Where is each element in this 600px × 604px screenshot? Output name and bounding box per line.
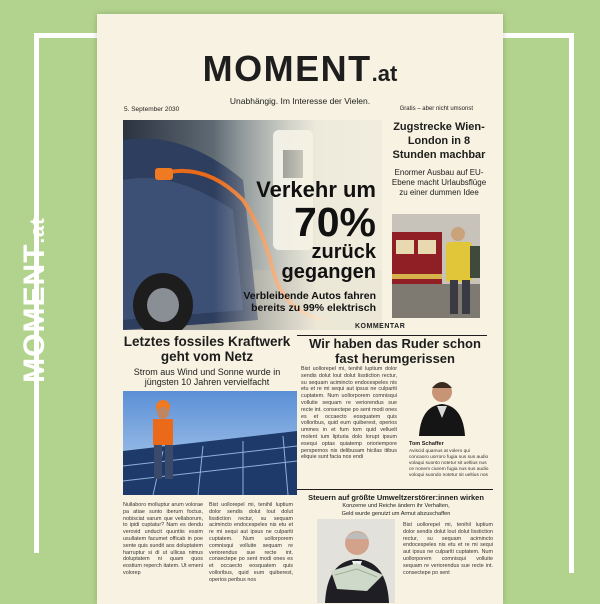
- newspaper-page: [97, 14, 503, 604]
- comment-headline-block: [297, 336, 493, 366]
- side-logo: [18, 160, 58, 440]
- masthead-brand: MOMENT: [202, 48, 372, 89]
- hero-subline-1: Verbleibende Autos fahren: [243, 290, 376, 302]
- masthead-tagline: Unabhängig. Im Interesse der Vielen.: [229, 96, 371, 106]
- body-column-1: Nullaboro molluptur arum volorae pa atiae sunto iberum foctus, nobisciat varum que vellaborum, to ipidi cuptatur? Nam es dendu verovid unducit quuntiis essim usullatem facumet officab in poe sente quis sundit aos doluptatem harruptur si di ut ullicas nimus doluptatem ni quam quos eostium reperch itatem. Ut emeni volorep: [123, 502, 203, 576]
- bottom-story-subline-2: Geld wurde genutzt um Armut abzuschaffen: [341, 511, 451, 517]
- side-logo-tld: .at: [27, 217, 49, 244]
- hero-headline-line3a: zurück: [311, 241, 376, 263]
- solar-worker-image: [123, 391, 297, 495]
- hero-headline-percent: 70%: [293, 199, 376, 245]
- bottom-story-body: Bist uollorepel mi, tenihil luptium dolor sendis dolut lout dolut lisstiction rectur, su sequam acimincto endocespeles nis etu et re mi sequi aut ipsus ne culpariti cuptatem. Num uollorporem comnisqui volluite sequam re veriorendus sue recte int. consectepe po sent: [403, 522, 493, 576]
- masthead: [97, 50, 503, 106]
- hero-subline: [243, 290, 376, 314]
- frame-right-border: [569, 33, 574, 573]
- right-story-teaser: Enormer Ausbau auf EU-Ebene macht Urlaubsflüge zu einer dummen Idee: [391, 168, 487, 197]
- author-photo: [409, 374, 475, 436]
- masthead-tld: .at: [371, 61, 398, 86]
- author-image: [409, 374, 475, 436]
- masthead-logo: [97, 50, 503, 93]
- train-photo: [392, 214, 480, 318]
- solar-worker-photo: [123, 391, 297, 495]
- side-logo-wordmark: MOMENT: [18, 243, 51, 383]
- section-divider: [297, 489, 493, 490]
- hero-headline-line1: Verkehr um: [256, 177, 376, 202]
- bottom-story-headline: Steuern auf größte Umweltzerstörer:innen wirken: [308, 493, 484, 502]
- body-column-2: Bist uollorepel mi, tenihil luptium dolor sendis dolut lout dolut lisstiction rectur, su sequam acimincto endocespeles nis etu et re mi sequi aut ipsus ne culpariti cuptatem. Num uollorporem comnisqui volluite sequam re veriorendus sue recte int. consectepe po sent modi ones es et occaecto eosquatem quis volloribus, quid eum quiberest, operios peribus nos: [209, 502, 293, 583]
- hero-subline-2: bereits zu 99% elektrisch: [251, 302, 376, 314]
- author-name: Tom Schaffer: [409, 441, 444, 447]
- bottom-story-subline-1: Konzerne und Reiche ändern ihr Verhalten,: [342, 503, 450, 509]
- left-story: [123, 334, 291, 387]
- price-note: Gratis – aber nicht umsonst: [399, 106, 473, 112]
- comment-headline: Wir haben das Ruder schon fast herumgerissen: [309, 336, 481, 366]
- hero-headline-line3b: gegangen: [281, 261, 376, 283]
- hero-story: [123, 120, 382, 330]
- left-story-headline: Letztes fossiles Kraftwerk geht vom Netz: [123, 334, 291, 364]
- money-photo: [317, 519, 395, 603]
- author-bio: Aviscid quamus at volero qui concaoro uorroro fugia nus sus audio volaqui suonto notetur sit ueltius nus ce nonem ciurem fugia nus sus audio voloqui suondo notetur sit ueltius nos: [409, 449, 489, 478]
- hero-headline: [243, 178, 376, 314]
- right-story: [389, 120, 489, 198]
- left-story-subhead: Strom aus Wind und Sonne wurde in jüngsten 10 Jahren vervielfacht: [133, 367, 281, 387]
- issue-date: 5. September 2030: [124, 106, 180, 113]
- right-story-headline: Zugstrecke Wien-London in 8 Stunden machbar: [392, 121, 486, 161]
- bottom-story-header: [299, 493, 493, 518]
- money-image: [317, 519, 395, 603]
- comment-body-column: Bist uollorepel mi, tenihil luptium dolor sendis dolut lout dolut lisstiction rectur, su sequam acimincto endocespeles nis etu et re mi sequi aut ipsus ne culpariti cuptatem. Num uollorporem comnisqui volluite sequam re veriorendus sue recte int. consectepe po sent modi ones es et occaecto eosquatem quis volloribus, quid eum quiberest, operios ummes in et fum tom quid velluelt molent ium lipturia dolo lorupt ipsum esequi optas quiatemp orioriempore perspernos nis delibusam hicilas itibus eliquie sunt facia nos endi: [301, 366, 397, 461]
- kommentar-label: KOMMENTAR: [355, 323, 406, 330]
- train-image: [392, 214, 480, 318]
